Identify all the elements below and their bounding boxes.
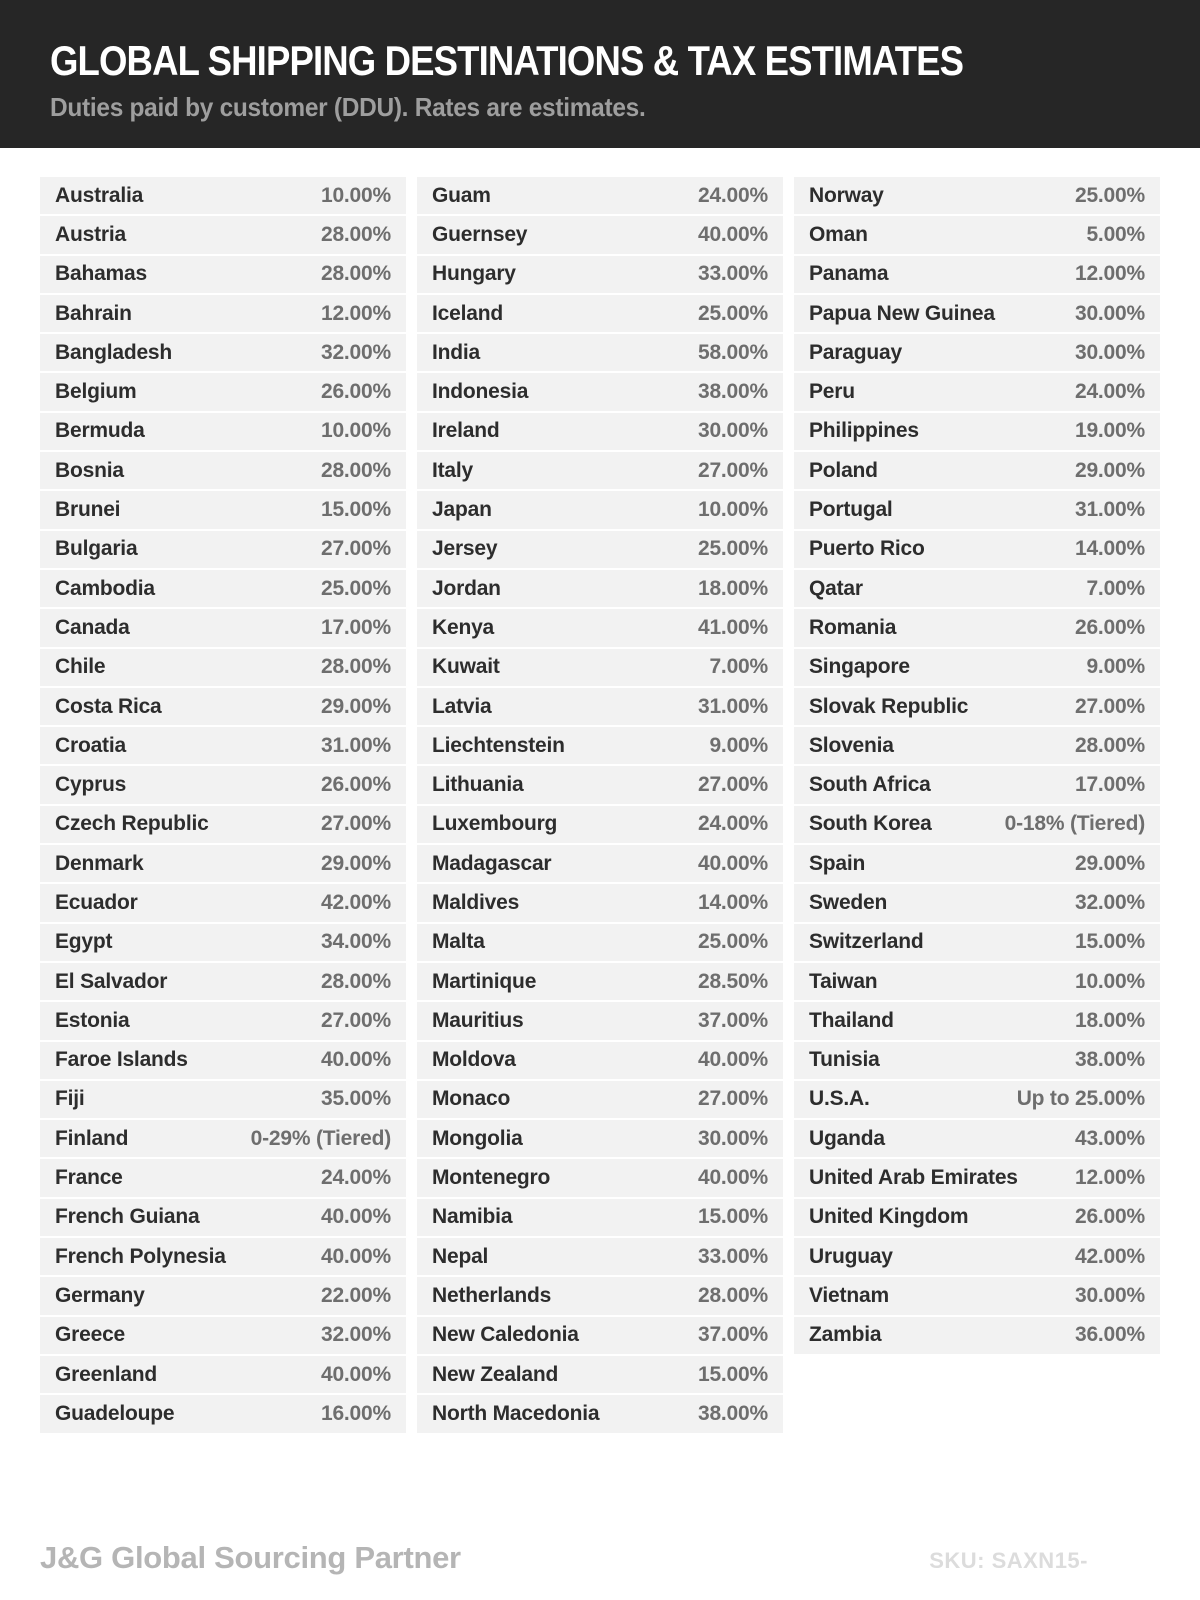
table-row <box>40 1199 406 1236</box>
country-name: Mongolia <box>432 1126 523 1150</box>
tax-rate: 25.00% <box>697 537 768 561</box>
country-name: Italy <box>432 458 474 482</box>
tax-rate: 22.00% <box>320 1283 391 1307</box>
table-row <box>417 1395 783 1432</box>
tax-rate: 25.00% <box>1074 183 1145 207</box>
tax-rate: 12.00% <box>1074 1166 1145 1190</box>
tax-rate: 27.00% <box>697 773 768 797</box>
table-row <box>794 491 1160 528</box>
table-row <box>794 1120 1160 1157</box>
country-name: Guam <box>432 183 491 207</box>
country-name: Indonesia <box>432 380 529 404</box>
tax-rate: 28.00% <box>320 458 391 482</box>
tax-rate: 32.00% <box>320 1323 391 1347</box>
country-name: Guadeloupe <box>55 1401 175 1425</box>
tax-rate: 5.00% <box>1086 222 1145 246</box>
country-name: Portugal <box>809 498 893 522</box>
country-name: Peru <box>809 380 855 404</box>
table-row <box>40 1159 406 1196</box>
tax-rate: 17.00% <box>1074 773 1145 797</box>
country-name: Madagascar <box>432 851 552 875</box>
tax-rate: 0-18% (Tiered) <box>1004 812 1145 836</box>
table-row <box>417 884 783 921</box>
tax-rate: 33.00% <box>697 1244 768 1268</box>
country-name: Bosnia <box>55 458 124 482</box>
tax-rate: 30.00% <box>1074 301 1145 325</box>
table-row <box>794 845 1160 882</box>
tax-rate: 12.00% <box>1074 262 1145 286</box>
table-row <box>40 806 406 843</box>
table-row <box>40 216 406 253</box>
tax-rate: 38.00% <box>697 1401 768 1425</box>
table-row <box>794 1317 1160 1354</box>
country-name: Belgium <box>55 380 137 404</box>
table-row <box>417 1002 783 1039</box>
tax-rate: 34.00% <box>320 930 391 954</box>
table-row <box>417 491 783 528</box>
tax-rate: 9.00% <box>1086 655 1145 679</box>
table-row <box>417 570 783 607</box>
table-row <box>794 688 1160 725</box>
tax-rate: 32.00% <box>1074 890 1145 914</box>
country-name: Nepal <box>432 1244 489 1268</box>
country-name: Slovak Republic <box>809 694 969 718</box>
table-row <box>794 806 1160 843</box>
table-row <box>40 1317 406 1354</box>
tax-rate: 40.00% <box>697 1048 768 1072</box>
country-name: Jersey <box>432 537 498 561</box>
country-name: United Arab Emirates <box>809 1166 1018 1190</box>
tax-rate: 31.00% <box>697 694 768 718</box>
table-row <box>794 884 1160 921</box>
tax-rate: 25.00% <box>697 301 768 325</box>
table-row <box>794 256 1160 293</box>
tax-rate: 30.00% <box>697 1126 768 1150</box>
country-name: Bahamas <box>55 262 147 286</box>
tax-rate: 26.00% <box>320 773 391 797</box>
country-name: United Kingdom <box>809 1205 969 1229</box>
tax-rate: 27.00% <box>320 1008 391 1032</box>
table-row <box>40 688 406 725</box>
tax-rate: 40.00% <box>320 1244 391 1268</box>
country-name: Finland <box>55 1126 129 1150</box>
tax-rate: 15.00% <box>697 1362 768 1386</box>
page-title: GLOBAL SHIPPING DESTINATIONS & TAX ESTIMATES <box>50 37 964 84</box>
header-banner <box>0 0 1200 148</box>
country-name: Monaco <box>432 1087 511 1111</box>
tax-rate: 29.00% <box>1074 851 1145 875</box>
tax-rate: 40.00% <box>697 222 768 246</box>
tax-rate: 18.00% <box>1074 1008 1145 1032</box>
table-row <box>794 1002 1160 1039</box>
table-row <box>40 452 406 489</box>
table-row <box>417 1356 783 1393</box>
tax-rate: 19.00% <box>1074 419 1145 443</box>
country-name: Chile <box>55 655 106 679</box>
tax-rate: 28.50% <box>697 969 768 993</box>
brand-name: J&G Global Sourcing Partner <box>40 1540 461 1575</box>
tax-rate: 28.00% <box>320 222 391 246</box>
tax-rate: 17.00% <box>320 615 391 639</box>
country-name: Czech Republic <box>55 812 209 836</box>
country-name: Qatar <box>809 576 863 600</box>
country-name: Sweden <box>809 890 888 914</box>
tax-rate: 58.00% <box>697 340 768 364</box>
country-name: Moldova <box>432 1048 516 1072</box>
table-row <box>417 1277 783 1314</box>
tax-rate: 28.00% <box>1074 733 1145 757</box>
table-row <box>40 649 406 686</box>
tax-rate: 18.00% <box>697 576 768 600</box>
tax-rate: 15.00% <box>1074 930 1145 954</box>
country-name: Malta <box>432 930 485 954</box>
country-name: Bulgaria <box>55 537 138 561</box>
table-row <box>40 1395 406 1432</box>
country-name: Canada <box>55 615 130 639</box>
country-name: Vietnam <box>809 1283 889 1307</box>
table-row <box>417 1317 783 1354</box>
table-row <box>40 413 406 450</box>
country-name: Jordan <box>432 576 501 600</box>
table-row <box>417 1199 783 1236</box>
country-name: Romania <box>809 615 897 639</box>
table-row <box>417 766 783 803</box>
table-row <box>417 727 783 764</box>
tax-rate: 40.00% <box>320 1048 391 1072</box>
tax-rate: 15.00% <box>320 498 391 522</box>
country-name: Spain <box>809 851 866 875</box>
country-name: North Macedonia <box>432 1401 600 1425</box>
tax-rate: 40.00% <box>320 1362 391 1386</box>
country-name: Liechtenstein <box>432 733 565 757</box>
tax-rate: 7.00% <box>1086 576 1145 600</box>
table-row <box>794 727 1160 764</box>
table-row <box>794 1238 1160 1275</box>
table-row <box>417 1159 783 1196</box>
table-row <box>40 373 406 410</box>
country-name: France <box>55 1166 123 1190</box>
table-row <box>40 766 406 803</box>
country-name: Germany <box>55 1283 145 1307</box>
table-row <box>417 1120 783 1157</box>
country-name: Greenland <box>55 1362 158 1386</box>
country-name: Singapore <box>809 655 910 679</box>
tax-rate: 40.00% <box>320 1205 391 1229</box>
table-row <box>40 491 406 528</box>
country-name: Luxembourg <box>432 812 558 836</box>
country-name: Bangladesh <box>55 340 173 364</box>
tax-rate: 28.00% <box>320 262 391 286</box>
tax-rate: 29.00% <box>320 694 391 718</box>
tax-rate: 16.00% <box>320 1401 391 1425</box>
country-name: Australia <box>55 183 144 207</box>
country-name: Maldives <box>432 890 520 914</box>
country-name: New Caledonia <box>432 1323 579 1347</box>
table-row <box>417 845 783 882</box>
country-name: Papua New Guinea <box>809 301 995 325</box>
country-name: Fiji <box>55 1087 85 1111</box>
country-name: Austria <box>55 222 126 246</box>
tax-rate: 10.00% <box>320 419 391 443</box>
table-column-1 <box>40 177 406 1435</box>
table-row <box>417 963 783 1000</box>
table-row <box>794 1159 1160 1196</box>
country-name: Kenya <box>432 615 495 639</box>
country-name: Faroe Islands <box>55 1048 188 1072</box>
tax-rate: 10.00% <box>1074 969 1145 993</box>
shipping-tax-table <box>0 148 1200 1435</box>
table-row <box>794 1199 1160 1236</box>
table-row <box>417 1042 783 1079</box>
country-name: Panama <box>809 262 889 286</box>
tax-rate: 29.00% <box>1074 458 1145 482</box>
tax-rate: 42.00% <box>320 890 391 914</box>
country-name: South Africa <box>809 773 931 797</box>
table-row <box>417 177 783 214</box>
table-row <box>794 1081 1160 1118</box>
country-name: Latvia <box>432 694 492 718</box>
table-row <box>40 1238 406 1275</box>
country-name: Guernsey <box>432 222 528 246</box>
tax-rate: 7.00% <box>709 655 768 679</box>
tax-rate: 28.00% <box>320 969 391 993</box>
tax-rate: 27.00% <box>697 458 768 482</box>
table-row <box>417 609 783 646</box>
table-row <box>40 1277 406 1314</box>
tax-rate: 37.00% <box>697 1008 768 1032</box>
table-row <box>794 1042 1160 1079</box>
tax-rate: 10.00% <box>697 498 768 522</box>
country-name: Thailand <box>809 1008 894 1032</box>
country-name: Brunei <box>55 498 121 522</box>
tax-rate: 24.00% <box>1074 380 1145 404</box>
tax-rate: 27.00% <box>320 537 391 561</box>
country-name: Denmark <box>55 851 144 875</box>
table-row <box>417 531 783 568</box>
tax-rate: 42.00% <box>1074 1244 1145 1268</box>
country-name: Montenegro <box>432 1166 551 1190</box>
table-row <box>40 334 406 371</box>
country-name: Costa Rica <box>55 694 162 718</box>
country-name: Bermuda <box>55 419 145 443</box>
country-name: El Salvador <box>55 969 168 993</box>
table-row <box>40 295 406 332</box>
table-column-2 <box>417 177 783 1435</box>
table-row <box>417 924 783 961</box>
footer <box>0 1540 1200 1576</box>
country-name: South Korea <box>809 812 932 836</box>
country-name: U.S.A. <box>809 1087 870 1111</box>
tax-rate: 26.00% <box>1074 615 1145 639</box>
country-name: Philippines <box>809 419 919 443</box>
country-name: French Polynesia <box>55 1244 226 1268</box>
tax-rate: 24.00% <box>697 812 768 836</box>
country-name: Poland <box>809 458 878 482</box>
tax-rate: 29.00% <box>320 851 391 875</box>
tax-rate: 28.00% <box>697 1283 768 1307</box>
country-name: Uruguay <box>809 1244 893 1268</box>
table-row <box>794 609 1160 646</box>
tax-rate: 25.00% <box>697 930 768 954</box>
table-row <box>417 256 783 293</box>
table-row <box>40 1002 406 1039</box>
table-row <box>794 649 1160 686</box>
tax-rate: 32.00% <box>320 340 391 364</box>
country-name: Slovenia <box>809 733 894 757</box>
country-name: Estonia <box>55 1008 130 1032</box>
tax-rate: 31.00% <box>1074 498 1145 522</box>
country-name: Egypt <box>55 930 113 954</box>
tax-rate: 15.00% <box>697 1205 768 1229</box>
tax-rate: 14.00% <box>697 890 768 914</box>
tax-rate: 27.00% <box>1074 694 1145 718</box>
table-row <box>794 531 1160 568</box>
country-name: Cyprus <box>55 773 127 797</box>
table-row <box>40 531 406 568</box>
country-name: Lithuania <box>432 773 524 797</box>
tax-rate: 31.00% <box>320 733 391 757</box>
tax-rate: 30.00% <box>697 419 768 443</box>
table-row <box>40 1081 406 1118</box>
table-row <box>417 295 783 332</box>
country-name: Cambodia <box>55 576 155 600</box>
table-row <box>40 256 406 293</box>
tax-rate: 40.00% <box>697 851 768 875</box>
table-row <box>40 963 406 1000</box>
table-row <box>794 1277 1160 1314</box>
country-name: Uganda <box>809 1126 885 1150</box>
tax-rate: 9.00% <box>709 733 768 757</box>
table-row <box>40 845 406 882</box>
table-row <box>417 216 783 253</box>
tax-rate: 38.00% <box>1074 1048 1145 1072</box>
table-row <box>417 806 783 843</box>
tax-rate: 38.00% <box>697 380 768 404</box>
table-row <box>794 570 1160 607</box>
country-name: Switzerland <box>809 930 924 954</box>
country-name: Ireland <box>432 419 500 443</box>
tax-rate: 14.00% <box>1074 537 1145 561</box>
tax-rate: 36.00% <box>1074 1323 1145 1347</box>
tax-rate: 40.00% <box>697 1166 768 1190</box>
tax-rate: 41.00% <box>697 615 768 639</box>
country-name: Namibia <box>432 1205 513 1229</box>
table-row <box>417 1081 783 1118</box>
table-row <box>417 452 783 489</box>
country-name: Ecuador <box>55 890 138 914</box>
country-name: India <box>432 340 481 364</box>
tax-rate: 26.00% <box>320 380 391 404</box>
table-row <box>794 334 1160 371</box>
country-name: Netherlands <box>432 1283 552 1307</box>
tax-rate: 25.00% <box>320 576 391 600</box>
country-name: Mauritius <box>432 1008 524 1032</box>
page-subtitle: Duties paid by customer (DDU). Rates are estimates. <box>50 92 646 122</box>
table-row <box>417 1238 783 1275</box>
country-name: Greece <box>55 1323 126 1347</box>
table-row <box>40 177 406 214</box>
tax-rate: Up to 25.00% <box>1016 1087 1145 1111</box>
country-name: Hungary <box>432 262 516 286</box>
table-row <box>40 727 406 764</box>
tax-rate: 35.00% <box>320 1087 391 1111</box>
table-row <box>417 413 783 450</box>
country-name: Zambia <box>809 1323 882 1347</box>
table-row <box>40 924 406 961</box>
tax-rate: 28.00% <box>320 655 391 679</box>
tax-rate: 27.00% <box>320 812 391 836</box>
table-row <box>794 924 1160 961</box>
table-row <box>40 884 406 921</box>
country-name: French Guiana <box>55 1205 200 1229</box>
table-row <box>417 334 783 371</box>
table-row <box>794 373 1160 410</box>
tax-rate: 33.00% <box>697 262 768 286</box>
table-row <box>40 1356 406 1393</box>
tax-rate: 27.00% <box>697 1087 768 1111</box>
table-row <box>40 1120 406 1157</box>
tax-rate: 26.00% <box>1074 1205 1145 1229</box>
table-row <box>794 216 1160 253</box>
table-row <box>417 373 783 410</box>
table-column-3 <box>794 177 1160 1435</box>
country-name: Taiwan <box>809 969 878 993</box>
tax-rate: 30.00% <box>1074 340 1145 364</box>
table-row <box>40 1042 406 1079</box>
tax-rate: 43.00% <box>1074 1126 1145 1150</box>
tax-rate: 10.00% <box>320 183 391 207</box>
table-row <box>794 452 1160 489</box>
country-name: Puerto Rico <box>809 537 925 561</box>
country-name: Bahrain <box>55 301 132 325</box>
tax-rate: 0-29% (Tiered) <box>250 1126 391 1150</box>
tax-rate: 12.00% <box>320 301 391 325</box>
tax-rate: 24.00% <box>697 183 768 207</box>
table-row <box>40 570 406 607</box>
country-name: Kuwait <box>432 655 500 679</box>
table-row <box>794 963 1160 1000</box>
table-row <box>794 177 1160 214</box>
sku-label: SKU: SAXN15- <box>929 1548 1088 1573</box>
tax-rate: 24.00% <box>320 1166 391 1190</box>
table-row <box>794 413 1160 450</box>
table-row <box>794 766 1160 803</box>
country-name: Croatia <box>55 733 126 757</box>
table-row <box>417 649 783 686</box>
table-row <box>40 609 406 646</box>
country-name: Oman <box>809 222 868 246</box>
tax-rate: 30.00% <box>1074 1283 1145 1307</box>
country-name: Japan <box>432 498 492 522</box>
country-name: Norway <box>809 183 884 207</box>
country-name: New Zealand <box>432 1362 559 1386</box>
country-name: Iceland <box>432 301 503 325</box>
country-name: Martinique <box>432 969 537 993</box>
tax-rate: 37.00% <box>697 1323 768 1347</box>
table-row <box>794 295 1160 332</box>
country-name: Tunisia <box>809 1048 880 1072</box>
country-name: Paraguay <box>809 340 902 364</box>
table-row <box>417 688 783 725</box>
